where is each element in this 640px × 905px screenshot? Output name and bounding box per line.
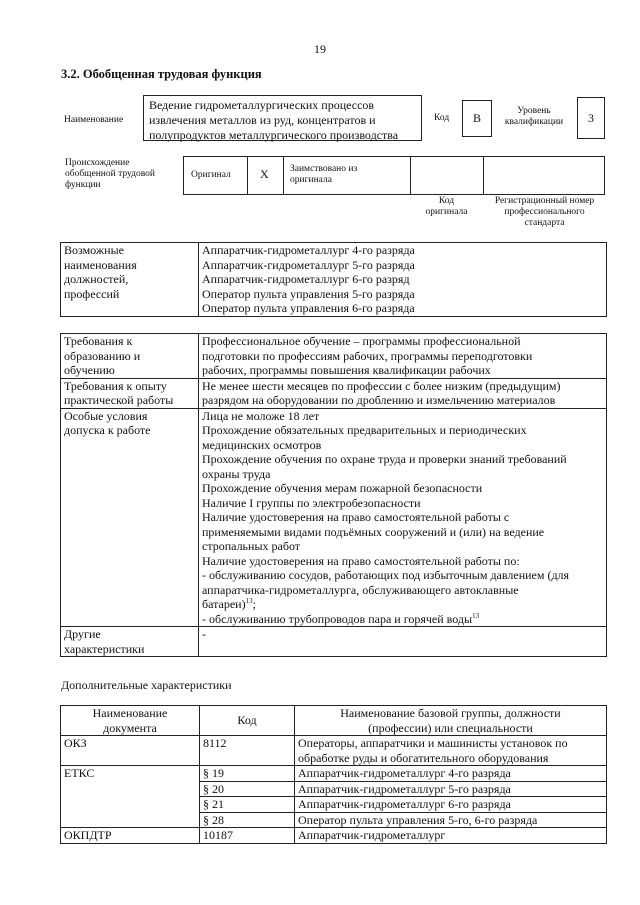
experience-label-line: практической работы	[64, 393, 174, 407]
requirements-table	[60, 333, 607, 657]
education-line: Профессиональное обучение – программы профессиональной	[202, 334, 521, 348]
admission-line: Наличие удостоверения на право самостоятельной работы по:	[202, 553, 520, 568]
admission-line-last	[202, 612, 603, 627]
row-name: Аппаратчик-гидрометаллург 4-го разряда	[295, 766, 607, 782]
row-code: § 19	[200, 766, 295, 782]
origin-label-line: функции	[65, 180, 101, 190]
row-name: Аппаратчик-гидрометаллург 5-го разряда	[295, 781, 607, 797]
last-line-text: - обслуживанию трубопроводов пара и горячей воды	[202, 611, 473, 626]
education-label-line: Требования к	[64, 334, 133, 348]
footnote-ref: 13	[245, 597, 253, 605]
header-code: Код	[200, 706, 295, 736]
code-caption-line: оригинала	[425, 207, 468, 217]
row-name: Оператор пульта управления 5-го, 6-го разряда	[295, 812, 607, 828]
row-name	[295, 736, 607, 766]
additional-table	[60, 705, 607, 844]
admission-line: Прохождение обучения мерам пожарной безопасности	[202, 481, 483, 495]
origin-label-line: Происхождение	[65, 158, 130, 168]
original-mark: X	[260, 167, 269, 181]
education-label-line: образованию и	[64, 348, 141, 363]
reg-caption-line: стандарта	[524, 218, 565, 228]
header-doc-line: документа	[103, 720, 157, 735]
footnote-text: батареи)	[202, 597, 246, 611]
function-name-line: извлечения металлов из руд, концентратов и	[149, 113, 376, 127]
admission-label-line: Особые условия	[64, 408, 148, 423]
experience-line: Не менее шести месяцев по профессии с более низким (предыдущим)	[202, 378, 561, 393]
header-name-line: Наименование базовой группы, должности	[340, 706, 561, 720]
reg-caption-line: Регистрационный номер	[494, 196, 595, 206]
admission-value	[199, 408, 607, 627]
position-item: Оператор пульта управления 6-го разряда	[202, 301, 415, 315]
education-label-line: обучению	[64, 363, 115, 377]
origin-label	[65, 158, 155, 191]
code-caption	[410, 196, 483, 218]
other-label-line: характеристики	[64, 641, 145, 656]
page-number: 19	[314, 42, 326, 56]
admission-line: охраны труда	[202, 466, 271, 481]
position-item: Аппаратчик-гидрометаллург 5-го разряда	[202, 257, 415, 272]
code-caption-line: Код	[438, 196, 455, 206]
header-doc	[61, 706, 200, 736]
borrowed-line: оригинала	[290, 175, 332, 185]
row-doc: ОКПДТР	[61, 828, 200, 844]
admission-line-footnote	[202, 597, 603, 612]
admission-line: Наличие I группы по электробезопасности	[202, 495, 421, 510]
footnote-ref: 13	[472, 611, 480, 620]
header-doc-line: Наименование	[92, 706, 168, 720]
positions-label	[61, 243, 199, 317]
name-label: Наименование	[64, 115, 124, 125]
row-code: § 28	[200, 812, 295, 828]
admission-line: аппаратчика-гидрометаллурга, обслуживающего автоклавные	[202, 582, 519, 597]
admission-line: Прохождение обучения по охране труда и проверки знаний требований	[202, 452, 567, 466]
row-name: Аппаратчик-гидрометаллург	[295, 828, 607, 844]
positions-list	[199, 243, 607, 317]
positions-label-line: наименования	[64, 257, 137, 272]
function-name-line: полупродуктов металлургического производства	[149, 128, 399, 142]
header-name	[295, 706, 607, 736]
positions-table	[60, 242, 607, 317]
row-name-line: обработке руды и обогатительного оборудования	[298, 750, 549, 765]
positions-label-line: должностей,	[64, 272, 129, 286]
level-value: 3	[577, 97, 605, 139]
admission-line: - обслуживанию сосудов, работающих под избыточным давлением (для	[202, 568, 570, 582]
experience-label-line: Требования к опыту	[64, 378, 167, 393]
code-label: Код	[434, 113, 450, 123]
experience-line: разрядом на оборудовании по дроблению и измельчению материалов	[202, 393, 556, 407]
positions-label-line: Возможные	[64, 243, 124, 257]
positions-label-line: профессий	[64, 286, 120, 301]
education-value	[199, 334, 607, 379]
education-label	[61, 334, 199, 379]
admission-line: стропальных работ	[202, 539, 301, 553]
position-item: Оператор пульта управления 5-го разряда	[202, 286, 415, 301]
row-code: 10187	[200, 828, 295, 844]
section-title: 3.2. Обобщенная трудовая функция	[61, 67, 262, 81]
code-value: В	[462, 100, 492, 137]
footnote-tail: ;	[252, 597, 256, 611]
borrowed-line: Заимствовано из	[290, 164, 358, 174]
experience-value	[199, 378, 607, 408]
row-doc: ОКЗ	[61, 736, 200, 766]
level-label-line: Уровень	[517, 106, 551, 116]
position-item: Аппаратчик-гидрометаллург 4-го разряда	[202, 243, 415, 257]
admission-label-line: допуска к работе	[64, 423, 151, 437]
original-label: Оригинал	[191, 170, 231, 180]
row-code: § 21	[200, 797, 295, 813]
education-line: рабочих, программы повышения квалификации рабочих	[202, 363, 491, 377]
level-label-line: квалификации	[504, 117, 564, 127]
function-name-box	[143, 95, 422, 141]
admission-line: медицинских осмотров	[202, 437, 322, 452]
level-label	[498, 106, 570, 128]
position-item: Аппаратчик-гидрометаллург 6-го разряд	[202, 272, 410, 286]
function-name-line: Ведение гидрометаллургических процессов	[149, 98, 375, 112]
admission-line: применяемыми видами подъёмных сооружений и (или) на ведение	[202, 524, 545, 539]
education-line: подготовки по профессиям рабочих, программы переподготовки	[202, 348, 533, 363]
experience-label	[61, 378, 199, 408]
admission-line: Лица не моложе 18 лет	[202, 408, 320, 423]
admission-line: Прохождение обязательных предварительных и периодических	[202, 423, 527, 437]
row-name: Аппаратчик-гидрометаллург 6-го разряда	[295, 797, 607, 813]
admission-line: Наличие удостоверения на право самостоятельной работы с	[202, 510, 510, 524]
reg-caption	[484, 196, 605, 229]
admission-label	[61, 408, 199, 627]
reg-caption-line: профессионального	[504, 207, 585, 217]
borrowed-label	[290, 164, 357, 186]
other-label-line: Другие	[64, 627, 101, 641]
other-value: -	[199, 627, 607, 657]
additional-title: Дополнительные характеристики	[61, 678, 232, 692]
row-name-line: Операторы, аппаратчики и машинисты установок по	[298, 736, 568, 750]
row-doc: ЕТКС	[61, 766, 200, 828]
other-label	[61, 627, 199, 657]
origin-label-line: обобщенной трудовой	[65, 169, 155, 179]
header-name-line: (профессии) или специальности	[368, 720, 533, 735]
row-code: 8112	[200, 736, 295, 766]
row-code: § 20	[200, 781, 295, 797]
